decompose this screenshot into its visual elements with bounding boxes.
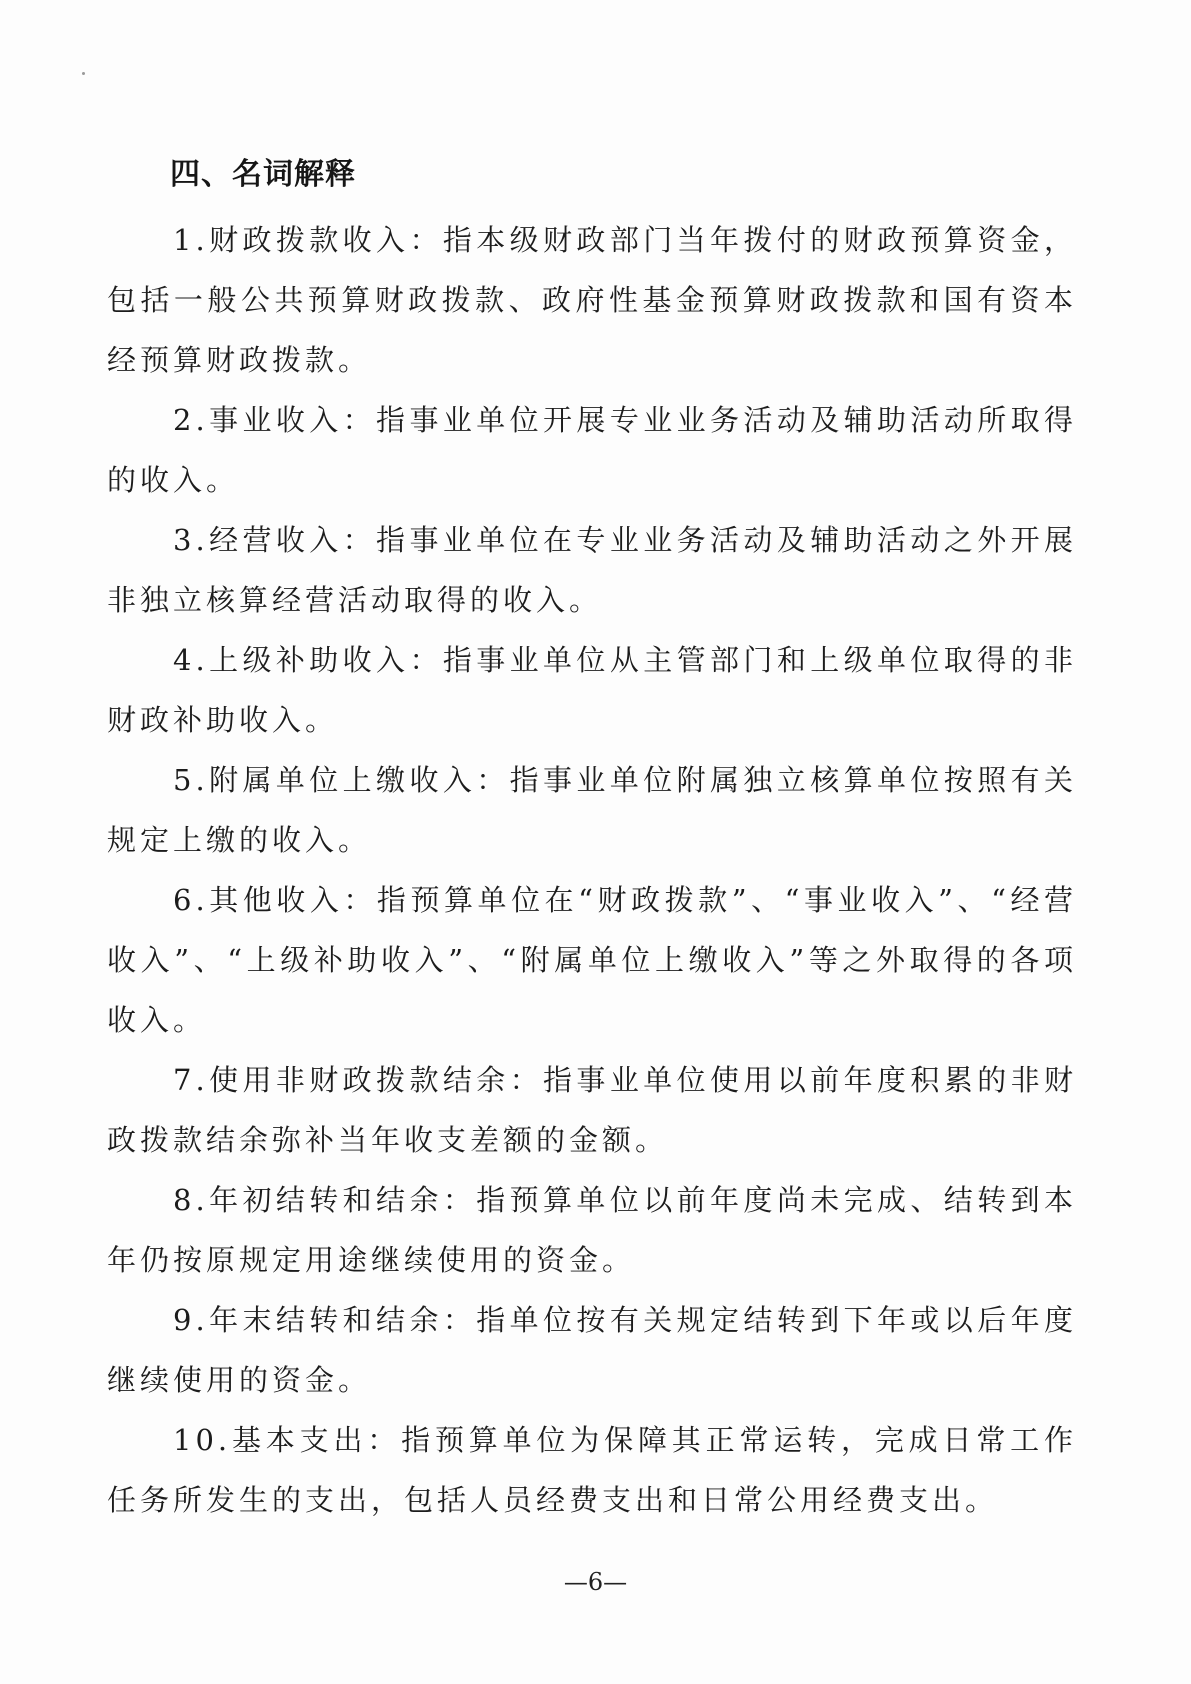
definition-item: 8.年初结转和结余：指预算单位以前年度尚未完成、结转到本年仍按原规定用途继续使用的资金。	[107, 1183, 1077, 1277]
page-number: —6—	[563, 1568, 628, 1596]
definition-item: 4.上级补助收入：指事业单位从主管部门和上级单位取得的非财政补助收入。	[107, 643, 1077, 737]
scan-speck	[82, 72, 85, 75]
definition-item: 1.财政拨款收入：指本级财政部门当年拨付的财政预算资金，包括一般公共预算财政拨款、政府性基金预算财政拨款和国有资本经预算财政拨款。	[107, 223, 1077, 377]
definition-item: 9.年末结转和结余：指单位按有关规定结转到下年或以后年度继续使用的资金。	[107, 1303, 1077, 1397]
definition-item: 10.基本支出：指预算单位为保障其正常运转，完成日常工作任务所发生的支出，包括人员经费支出和日常公用经费支出。	[107, 1423, 1077, 1517]
definition-item: 7.使用非财政拨款结余：指事业单位使用以前年度积累的非财政拨款结余弥补当年收支差额的金额。	[107, 1063, 1077, 1157]
section-heading: 四、名词解释	[170, 157, 356, 192]
definition-item: 5.附属单位上缴收入：指事业单位附属独立核算单位按照有关规定上缴的收入。	[107, 763, 1077, 857]
definition-list	[107, 210, 1077, 1530]
definition-item: 2.事业收入：指事业单位开展专业业务活动及辅助活动所取得的收入。	[107, 403, 1077, 497]
definition-item: 3.经营收入：指事业单位在专业业务活动及辅助活动之外开展非独立核算经营活动取得的收入。	[107, 523, 1077, 617]
definition-item: 6.其他收入：指预算单位在“财政拨款”、“事业收入”、“经营收入”、“上级补助收入”、“附属单位上缴收入”等之外取得的各项收入。	[107, 883, 1077, 1037]
